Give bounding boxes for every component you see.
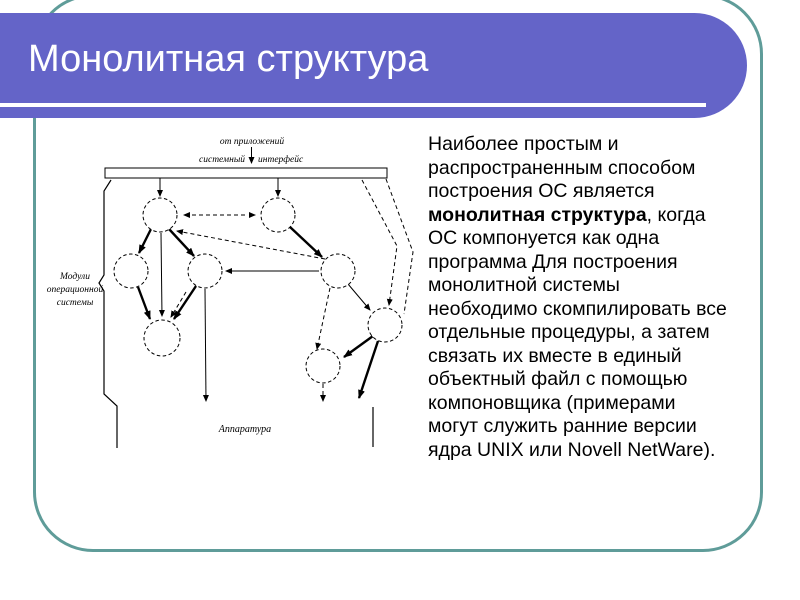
module-node: [306, 349, 340, 383]
module-dashed-call: [317, 288, 330, 349]
module-node: [321, 254, 355, 288]
module-to-hardware-arrow: [205, 289, 206, 401]
module-call-arrow: [161, 233, 162, 316]
label-hardware: Аппаратура: [218, 424, 272, 435]
right-dashed-link-1: [362, 180, 397, 305]
module-call-arrow: [290, 227, 322, 257]
label-os-modules-2: операционной: [46, 285, 104, 295]
label-from-applications: от приложений: [219, 137, 285, 147]
module-node: [144, 320, 180, 356]
module-node: [114, 254, 148, 288]
system-interface-bar: [105, 168, 387, 178]
module-node: [143, 198, 177, 232]
body-paragraph: [428, 133, 731, 462]
left-boundary-line: [99, 180, 117, 448]
body-text-after: , когда ОС компонуется как одна программа Для построения монолитной системы необходимо скомпилировать все отдельные процедуры, а затем связать их вместе в единый объектный файл с помощью компоновщика (примерами могут служить ранние версии ядра UNIX или Novell NetWare).: [428, 203, 727, 461]
label-os-modules-1: Модули: [60, 272, 90, 282]
title-bar: [0, 13, 747, 118]
module-call-arrow: [348, 284, 370, 310]
module-node: [368, 308, 402, 342]
module-call-arrow: [139, 229, 151, 253]
title-underline: [0, 103, 706, 107]
module-to-hardware-arrow: [359, 341, 378, 398]
module-call-arrow: [344, 336, 373, 357]
page-title: Монолитная структура: [28, 38, 429, 80]
label-os-modules-3: системы: [56, 298, 94, 308]
module-node: [261, 198, 295, 232]
module-call-arrow: [174, 286, 196, 319]
body-text-before: Наиболее простым и распространенным способом построения ОС является: [428, 133, 696, 202]
module-call-arrow: [169, 229, 194, 256]
body-bold-phrase: монолитная структура: [428, 203, 647, 226]
label-system: системный: [199, 155, 245, 165]
module-call-arrow: [138, 287, 150, 319]
label-interface: интерфейс: [258, 155, 304, 165]
module-node: [188, 254, 222, 288]
